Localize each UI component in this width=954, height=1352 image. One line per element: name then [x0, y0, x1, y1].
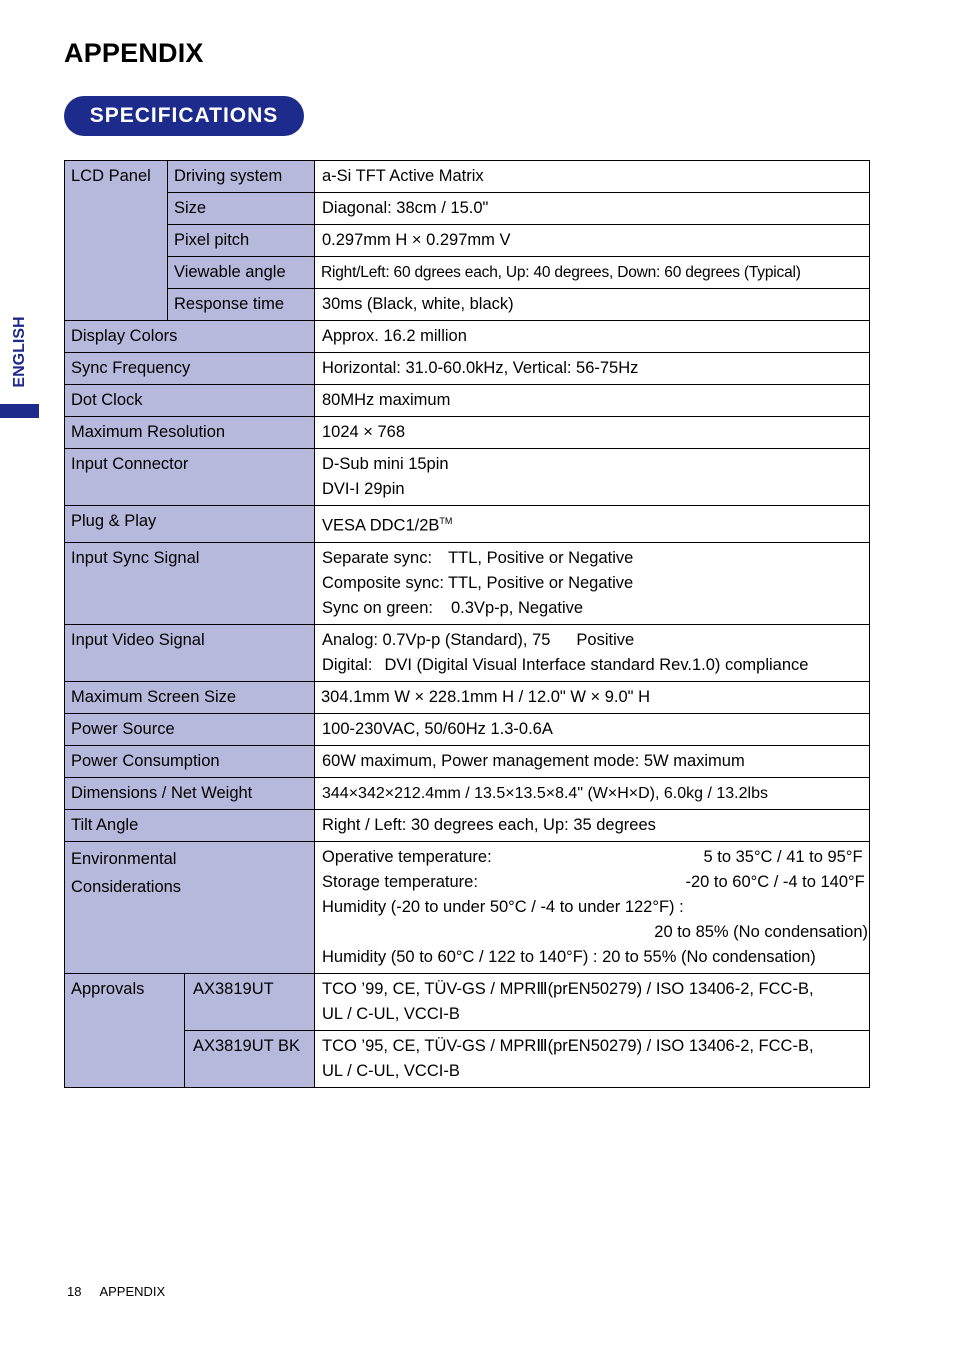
- driving-system-value: a-Si TFT Active Matrix: [315, 161, 870, 193]
- table-row: [65, 681, 870, 713]
- humidity-high-line: Humidity (50 to 60°C / 122 to 140°F) : 20 to 55% (No condensation): [322, 947, 816, 966]
- analog-text: Analog: 0.7Vp-p (Standard), 75: [322, 630, 551, 649]
- approval-line: TCO ’99, CE, TÜV-GS / MPRⅢ(prEN50279) / ISO 13406-2, FCC-B,: [322, 979, 814, 998]
- table-row: [65, 542, 870, 624]
- lcd-panel-label: LCD Panel: [65, 161, 168, 321]
- humidity-low-value: 20 to 85% (No condensation): [654, 922, 868, 941]
- tilt-angle-label: Tilt Angle: [65, 809, 315, 841]
- environmental-label: [65, 841, 315, 973]
- table-row: [65, 1030, 870, 1087]
- trademark-mark: TM: [439, 516, 453, 526]
- page-title: APPENDIX: [64, 38, 204, 68]
- digital-line: [322, 653, 867, 678]
- approval-value: [315, 1030, 870, 1087]
- power-source-label: Power Source: [65, 713, 315, 745]
- digital-value: DVI (Digital Visual Interface standard Rev.1.0) compliance: [384, 655, 809, 674]
- table-row: [65, 777, 870, 809]
- dot-clock-label: Dot Clock: [65, 385, 315, 417]
- storage-temperature-value: -20 to 60°C / -4 to 140°F: [685, 872, 865, 891]
- composite-sync-value: TTL, Positive or Negative: [447, 573, 634, 592]
- tilt-angle-value: Right / Left: 30 degrees each, Up: 35 degrees: [315, 809, 870, 841]
- table-row: [65, 289, 870, 321]
- analog-suffix: Positive: [576, 630, 635, 649]
- plug-play-standard: VESA DDC1/2B: [322, 516, 440, 535]
- composite-sync-label: Composite sync:: [322, 573, 444, 592]
- max-resolution-value: 1024 × 768: [315, 417, 870, 449]
- power-consumption-label: Power Consumption: [65, 745, 315, 777]
- table-row: [65, 624, 870, 681]
- size-label: Size: [168, 193, 315, 225]
- sync-on-green-label: Sync on green:: [322, 598, 433, 617]
- sync-frequency-value: Horizontal: 31.0-60.0kHz, Vertical: 56-75Hz: [315, 353, 870, 385]
- table-row: [65, 193, 870, 225]
- display-colors-value: Approx. 16.2 million: [315, 321, 870, 353]
- table-row: [65, 506, 870, 543]
- approval-value: [315, 973, 870, 1030]
- environmental-label-line: Environmental: [71, 849, 177, 868]
- response-time-label: Response time: [168, 289, 315, 321]
- power-consumption-value: 60W maximum, Power management mode: 5W maximum: [315, 745, 870, 777]
- display-colors-label: Display Colors: [65, 321, 315, 353]
- viewable-angle-value: Right/Left: 60 dgrees each, Up: 40 degrees, Down: 60 degrees (Typical): [315, 257, 870, 289]
- table-row: [65, 385, 870, 417]
- table-row: [65, 257, 870, 289]
- dot-clock-value: 80MHz maximum: [315, 385, 870, 417]
- plug-play-value: [315, 506, 870, 543]
- table-row: [65, 353, 870, 385]
- storage-temperature-label: Storage temperature:: [322, 872, 478, 891]
- table-row: [65, 161, 870, 193]
- environmental-value: [315, 841, 870, 973]
- input-connector-value: [315, 449, 870, 506]
- footer-section: APPENDIX: [99, 1284, 166, 1299]
- section-pill-label: SPECIFICATIONS: [89, 104, 279, 127]
- input-sync-label: Input Sync Signal: [65, 542, 315, 624]
- specifications-table: [64, 160, 870, 1088]
- max-screen-size-value: 304.1mm W × 228.1mm H / 12.0" W × 9.0" H: [315, 681, 870, 713]
- input-connector-line: DVI-I 29pin: [322, 480, 405, 498]
- max-resolution-label: Maximum Resolution: [65, 417, 315, 449]
- separate-sync-value: TTL, Positive or Negative: [448, 548, 634, 567]
- approval-line: UL / C-UL, VCCI-B: [322, 1004, 460, 1023]
- table-row: [65, 321, 870, 353]
- input-connector-line: D-Sub mini 15pin: [322, 455, 449, 473]
- max-screen-size-label: Maximum Screen Size: [65, 681, 315, 713]
- table-row: [65, 745, 870, 777]
- table-row: [65, 225, 870, 257]
- operative-temperature-line: [322, 845, 868, 870]
- power-source-value: 100-230VAC, 50/60Hz 1.3-0.6A: [315, 713, 870, 745]
- pixel-pitch-value: 0.297mm H × 0.297mm V: [315, 225, 870, 257]
- operative-temperature-value: 5 to 35°C / 41 to 95°F: [703, 847, 863, 866]
- approval-model: AX3819UT: [185, 973, 315, 1030]
- approval-line: TCO ’95, CE, TÜV-GS / MPRⅢ(prEN50279) / ISO 13406-2, FCC-B,: [322, 1036, 814, 1055]
- sync-on-green-value: 0.3Vp-p, Negative: [451, 598, 584, 617]
- digital-label: Digital:: [322, 655, 373, 674]
- approvals-label: Approvals: [65, 973, 185, 1087]
- table-row: [65, 417, 870, 449]
- pixel-pitch-label: Pixel pitch: [168, 225, 315, 257]
- table-row: [65, 973, 870, 1030]
- table-row: [65, 449, 870, 506]
- side-tab-marker: [0, 404, 39, 418]
- table-row: [65, 841, 870, 973]
- input-connector-label: Input Connector: [65, 449, 315, 506]
- composite-sync-line: [322, 571, 863, 596]
- plug-play-label: Plug & Play: [65, 506, 315, 543]
- humidity-low-label: Humidity (-20 to under 50°C / -4 to under 122°F) :: [322, 897, 684, 916]
- sync-frequency-label: Sync Frequency: [65, 353, 315, 385]
- page-footer: [67, 1284, 165, 1299]
- operative-temperature-label: Operative temperature:: [322, 847, 492, 866]
- separate-sync-label: Separate sync:: [322, 548, 433, 567]
- driving-system-label: Driving system: [168, 161, 315, 193]
- dimensions-label: Dimensions / Net Weight: [65, 777, 315, 809]
- analog-line: [322, 628, 867, 653]
- input-video-value: [315, 624, 870, 681]
- approval-model: AX3819UT BK: [185, 1030, 315, 1087]
- table-row: [65, 713, 870, 745]
- section-pill: [64, 96, 304, 136]
- side-tab-label: ENGLISH: [11, 316, 28, 388]
- table-row: [65, 809, 870, 841]
- viewable-angle-label: Viewable angle: [168, 257, 315, 289]
- storage-temperature-line: [322, 870, 868, 895]
- dimensions-value: 344×342×212.4mm / 13.5×13.5×8.4" (W×H×D), 6.0kg / 13.2lbs: [315, 777, 870, 809]
- separate-sync-line: [322, 546, 863, 571]
- environmental-label-line: Considerations: [71, 877, 182, 896]
- input-sync-value: [315, 542, 870, 624]
- approval-line: UL / C-UL, VCCI-B: [322, 1061, 460, 1080]
- response-time-value: 30ms (Black, white, black): [315, 289, 870, 321]
- input-video-label: Input Video Signal: [65, 624, 315, 681]
- size-value: Diagonal: 38cm / 15.0": [315, 193, 870, 225]
- page-number: 18: [67, 1284, 82, 1299]
- sync-on-green-line: [322, 596, 863, 621]
